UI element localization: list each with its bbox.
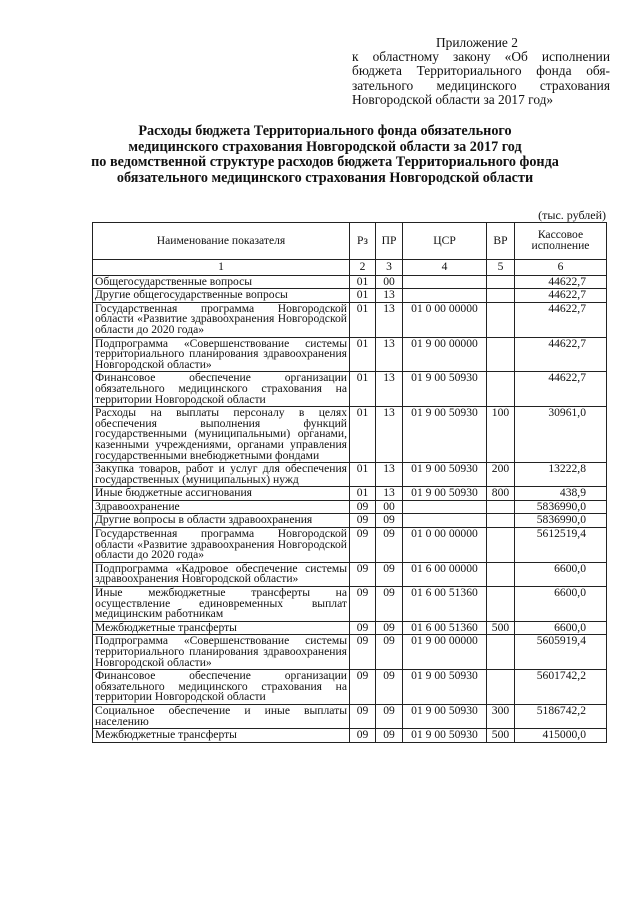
cell-name: Подпрограмма «Совершенствование системы территориального планирования здравоохранения Новгородской области» bbox=[93, 337, 350, 372]
cell-pr: 09 bbox=[376, 562, 403, 586]
table-row bbox=[93, 729, 607, 743]
cell-rz: 09 bbox=[350, 562, 376, 586]
annex-line-4: зательного медицинского страхования bbox=[352, 77, 610, 93]
cell-rz: 09 bbox=[350, 635, 376, 670]
table-row bbox=[93, 275, 607, 289]
cell-amount: 44622,7 bbox=[515, 372, 607, 407]
col-number: 1 bbox=[93, 260, 350, 276]
cell-csr: 01 9 00 50930 bbox=[403, 463, 487, 487]
title-line-3: по ведомственной структуре расходов бюджета Территориального фонда bbox=[91, 154, 559, 171]
col-number: 6 bbox=[515, 260, 607, 276]
cell-pr: 09 bbox=[376, 587, 403, 622]
table-row bbox=[93, 372, 607, 407]
cell-name: Расходы на выплаты персоналу в целях обеспечения выполнения функций государственными (муниципальными) органами, казенными учреждениями, органами управления государственными внебюджетными фондами bbox=[93, 407, 350, 463]
units-label: (тыс. рублей) bbox=[538, 208, 606, 222]
cell-vr bbox=[487, 275, 515, 289]
cell-vr bbox=[487, 500, 515, 514]
cell-amount: 5836990,0 bbox=[515, 514, 607, 528]
annex-line-5: Новгородской области за 2017 год» bbox=[352, 91, 554, 107]
cell-csr: 01 9 00 50930 bbox=[403, 407, 487, 463]
cell-name: Государственная программа Новгородской области «Развитие здравоохранения Новгородской области до 2020 года» bbox=[93, 528, 350, 563]
cell-vr bbox=[487, 587, 515, 622]
cell-rz: 09 bbox=[350, 500, 376, 514]
cell-rz: 01 bbox=[350, 407, 376, 463]
title-line-1: Расходы бюджета Территориального фонда обязательного bbox=[138, 123, 512, 139]
table-row bbox=[93, 562, 607, 586]
cell-vr bbox=[487, 337, 515, 372]
cell-name: Межбюджетные трансферты bbox=[93, 621, 350, 635]
cell-name: Общегосударственные вопросы bbox=[93, 275, 350, 289]
cell-csr: 01 6 00 51360 bbox=[403, 587, 487, 622]
cell-pr: 09 bbox=[376, 528, 403, 563]
header-rz: Рз bbox=[350, 223, 376, 260]
cell-name: Межбюджетные трансферты bbox=[93, 729, 350, 743]
table-row bbox=[93, 704, 607, 728]
cell-pr: 09 bbox=[376, 704, 403, 728]
col-number: 4 bbox=[403, 260, 487, 276]
cell-amount: 6600,0 bbox=[515, 562, 607, 586]
cell-pr: 13 bbox=[376, 289, 403, 303]
table-row bbox=[93, 407, 607, 463]
title-line-4: обязательного медицинского страхования Новгородской области bbox=[116, 169, 534, 186]
cell-vr: 300 bbox=[487, 704, 515, 728]
cell-amount: 5601742,2 bbox=[515, 670, 607, 705]
table-row bbox=[93, 635, 607, 670]
cell-amount: 5612519,4 bbox=[515, 528, 607, 563]
cell-rz: 09 bbox=[350, 729, 376, 743]
cell-vr bbox=[487, 289, 515, 303]
table-row bbox=[93, 621, 607, 635]
cell-pr: 09 bbox=[376, 729, 403, 743]
cell-vr: 100 bbox=[487, 407, 515, 463]
cell-csr: 01 6 00 00000 bbox=[403, 562, 487, 586]
cell-vr: 800 bbox=[487, 487, 515, 501]
cell-vr: 500 bbox=[487, 621, 515, 635]
cell-amount: 6600,0 bbox=[515, 587, 607, 622]
cell-pr: 09 bbox=[376, 635, 403, 670]
cell-rz: 01 bbox=[350, 337, 376, 372]
annex-line-1: Приложение 2 bbox=[436, 35, 518, 50]
cell-amount: 415000,0 bbox=[515, 729, 607, 743]
cell-csr: 01 0 00 00000 bbox=[403, 528, 487, 563]
table-row bbox=[93, 528, 607, 563]
cell-pr: 13 bbox=[376, 487, 403, 501]
table-row bbox=[93, 337, 607, 372]
expenditure-table bbox=[92, 222, 607, 743]
cell-pr: 13 bbox=[376, 463, 403, 487]
cell-rz: 01 bbox=[350, 463, 376, 487]
cell-amount: 6600,0 bbox=[515, 621, 607, 635]
header-vr: ВР bbox=[487, 223, 515, 260]
header-name: Наименование показателя bbox=[93, 223, 350, 260]
cell-amount: 30961,0 bbox=[515, 407, 607, 463]
cell-name: Другие вопросы в области здравоохранения bbox=[93, 514, 350, 528]
header-csr: ЦСР bbox=[403, 223, 487, 260]
cell-name: Финансовое обеспечение организации обязательного медицинского страхования на территории Новгородской области bbox=[93, 670, 350, 705]
cell-rz: 01 bbox=[350, 275, 376, 289]
cell-name: Иные межбюджетные трансферты на осуществление единовременных выплат медицинским работникам bbox=[93, 587, 350, 622]
cell-pr: 13 bbox=[376, 302, 403, 337]
cell-csr: 01 6 00 51360 bbox=[403, 621, 487, 635]
cell-csr: 01 9 00 50930 bbox=[403, 704, 487, 728]
cell-vr bbox=[487, 372, 515, 407]
cell-name: Другие общегосударственные вопросы bbox=[93, 289, 350, 303]
cell-rz: 09 bbox=[350, 528, 376, 563]
cell-rz: 09 bbox=[350, 670, 376, 705]
cell-csr: 01 9 00 50930 bbox=[403, 670, 487, 705]
table-row bbox=[93, 514, 607, 528]
cell-csr bbox=[403, 289, 487, 303]
cell-vr bbox=[487, 562, 515, 586]
cell-csr: 01 9 00 50930 bbox=[403, 487, 487, 501]
cell-amount: 5605919,4 bbox=[515, 635, 607, 670]
cell-csr bbox=[403, 514, 487, 528]
cell-vr bbox=[487, 302, 515, 337]
cell-amount: 44622,7 bbox=[515, 337, 607, 372]
table-row bbox=[93, 500, 607, 514]
cell-name: Государственная программа Новгородской области «Развитие здравоохранения Новгородской области до 2020 года» bbox=[93, 302, 350, 337]
header-amount: Кассовое исполнение bbox=[515, 223, 607, 260]
cell-amount: 5186742,2 bbox=[515, 704, 607, 728]
cell-csr bbox=[403, 275, 487, 289]
cell-name: Финансовое обеспечение организации обязательного медицинского страхования на территории Новгородской области bbox=[93, 372, 350, 407]
cell-amount: 438,9 bbox=[515, 487, 607, 501]
cell-rz: 09 bbox=[350, 514, 376, 528]
cell-pr: 00 bbox=[376, 275, 403, 289]
column-number-row bbox=[93, 260, 607, 276]
col-number: 5 bbox=[487, 260, 515, 276]
document-title bbox=[80, 124, 570, 186]
table-row bbox=[93, 463, 607, 487]
cell-name: Социальное обеспечение и иные выплаты населению bbox=[93, 704, 350, 728]
cell-csr: 01 9 00 50930 bbox=[403, 372, 487, 407]
cell-name: Закупка товаров, работ и услуг для обеспечения государственных (муниципальных) нужд bbox=[93, 463, 350, 487]
col-number: 3 bbox=[376, 260, 403, 276]
col-number: 2 bbox=[350, 260, 376, 276]
annex-line-3: бюджета Территориального фонда обя- bbox=[352, 63, 610, 79]
cell-name: Подпрограмма «Совершенствование системы территориального планирования здравоохранения Новгородской области» bbox=[93, 635, 350, 670]
title-line-2: медицинского страхования Новгородской области за 2017 год bbox=[128, 138, 522, 155]
header-pr: ПР bbox=[376, 223, 403, 260]
table-body bbox=[93, 275, 607, 742]
cell-vr bbox=[487, 635, 515, 670]
cell-rz: 01 bbox=[350, 289, 376, 303]
cell-csr bbox=[403, 500, 487, 514]
cell-csr: 01 9 00 00000 bbox=[403, 337, 487, 372]
cell-vr bbox=[487, 528, 515, 563]
cell-pr: 13 bbox=[376, 372, 403, 407]
cell-pr: 13 bbox=[376, 407, 403, 463]
cell-amount: 44622,7 bbox=[515, 302, 607, 337]
cell-rz: 01 bbox=[350, 302, 376, 337]
table-row bbox=[93, 302, 607, 337]
cell-name: Подпрограмма «Кадровое обеспечение системы здравоохранения Новгородской области» bbox=[93, 562, 350, 586]
cell-pr: 09 bbox=[376, 514, 403, 528]
cell-amount: 5836990,0 bbox=[515, 500, 607, 514]
cell-vr bbox=[487, 670, 515, 705]
cell-rz: 09 bbox=[350, 587, 376, 622]
cell-vr: 200 bbox=[487, 463, 515, 487]
cell-pr: 00 bbox=[376, 500, 403, 514]
cell-rz: 01 bbox=[350, 372, 376, 407]
cell-name: Иные бюджетные ассигнования bbox=[93, 487, 350, 501]
cell-vr: 500 bbox=[487, 729, 515, 743]
cell-rz: 09 bbox=[350, 704, 376, 728]
annex-line-2: к областному закону «Об исполнении bbox=[352, 49, 610, 65]
cell-name: Здравоохранение bbox=[93, 500, 350, 514]
cell-amount: 13222,8 bbox=[515, 463, 607, 487]
cell-vr bbox=[487, 514, 515, 528]
header-row bbox=[93, 223, 607, 260]
cell-amount: 44622,7 bbox=[515, 289, 607, 303]
cell-csr: 01 0 00 00000 bbox=[403, 302, 487, 337]
cell-rz: 01 bbox=[350, 487, 376, 501]
cell-csr: 01 9 00 50930 bbox=[403, 729, 487, 743]
cell-pr: 13 bbox=[376, 337, 403, 372]
cell-pr: 09 bbox=[376, 621, 403, 635]
annex-note bbox=[352, 36, 610, 107]
cell-pr: 09 bbox=[376, 670, 403, 705]
cell-csr: 01 9 00 00000 bbox=[403, 635, 487, 670]
table-row bbox=[93, 670, 607, 705]
cell-amount: 44622,7 bbox=[515, 275, 607, 289]
cell-rz: 09 bbox=[350, 621, 376, 635]
table-row bbox=[93, 587, 607, 622]
table-row bbox=[93, 289, 607, 303]
table-row bbox=[93, 487, 607, 501]
